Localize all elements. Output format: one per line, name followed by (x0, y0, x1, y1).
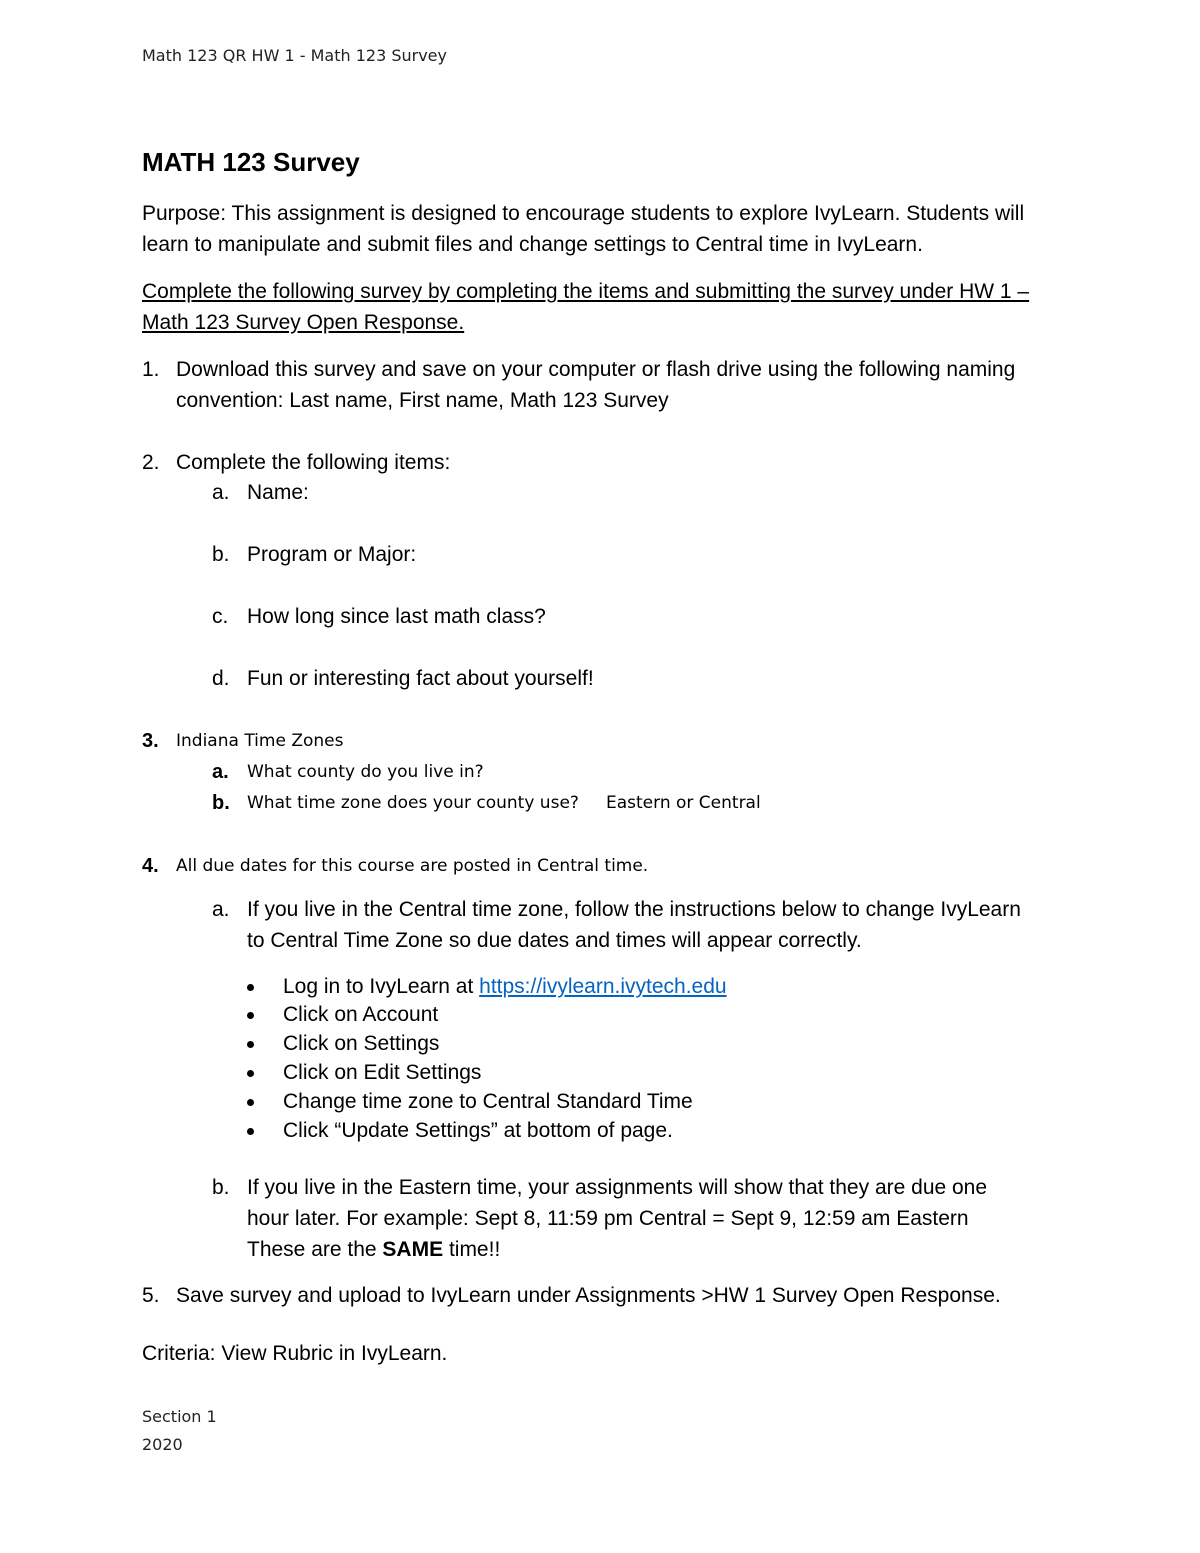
item-3b-letter: b. (212, 792, 230, 814)
step-account: Click on Account (283, 1003, 439, 1026)
instruction-line-1: Complete the following survey by completing the items and submitting the survey under HW 1 – (142, 280, 1030, 303)
item-5-number: 5. (142, 1284, 160, 1307)
item-3a-letter: a. (212, 761, 229, 783)
footer-section: Section 1 (142, 1407, 217, 1426)
bullet-icon (247, 1012, 254, 1019)
item-4-text: All due dates for this course are posted in Central time. (176, 856, 649, 876)
item-2d-text: Fun or interesting fact about yourself! (247, 667, 594, 690)
item-4b-same-emphasis: SAME (382, 1238, 444, 1261)
criteria: Criteria: View Rubric in IvyLearn. (142, 1342, 448, 1365)
step-login-text: Log in to IvyLearn at (283, 975, 480, 998)
purpose-line-1: Purpose: This assignment is designed to encourage students to explore IvyLearn. Students will (142, 202, 1025, 225)
bullet-icon (247, 1070, 254, 1077)
item-4a-line-1: If you live in the Central time zone, follow the instructions below to change IvyLearn (247, 898, 1021, 921)
step-update: Click “Update Settings” at bottom of page. (283, 1119, 673, 1142)
item-3a-text: What county do you live in? (247, 762, 484, 782)
item-1-line-2: convention: Last name, First name, Math 123 Survey (176, 389, 669, 412)
purpose-line-2: learn to manipulate and submit files and change settings to Central time in IvyLearn. (142, 233, 923, 256)
item-3-number: 3. (142, 730, 159, 752)
item-2a-letter: a. (212, 481, 230, 504)
page-header: Math 123 QR HW 1 - Math 123 Survey (142, 46, 447, 65)
item-1-number: 1. (142, 358, 160, 381)
step-settings: Click on Settings (283, 1032, 440, 1055)
item-3-text: Indiana Time Zones (176, 731, 344, 751)
document-title: MATH 123 Survey (142, 147, 360, 177)
item-4b-line-3-prefix: These are the (247, 1238, 383, 1261)
item-3b-text: What time zone does your county use? (247, 793, 579, 813)
step-edit-settings: Click on Edit Settings (283, 1061, 482, 1084)
instruction-line-2: Math 123 Survey Open Response. (142, 311, 465, 334)
ivylearn-link[interactable]: https://ivylearn.ivytech.edu (479, 975, 727, 998)
item-2b-text: Program or Major: (247, 543, 417, 566)
item-2c-letter: c. (212, 605, 229, 628)
item-5-text: Save survey and upload to IvyLearn under Assignments >HW 1 Survey Open Response. (176, 1284, 1001, 1307)
footer-year: 2020 (142, 1435, 183, 1454)
item-2a-text: Name: (247, 481, 309, 504)
bullet-icon (247, 1099, 254, 1106)
step-timezone: Change time zone to Central Standard Time (283, 1090, 693, 1113)
step-login (283, 975, 727, 999)
item-2d-letter: d. (212, 667, 230, 690)
item-4b-line-3 (247, 1238, 500, 1262)
item-2-number: 2. (142, 451, 160, 474)
item-4b-letter: b. (212, 1176, 230, 1199)
bullet-icon (247, 1041, 254, 1048)
item-1-line-1: Download this survey and save on your computer or flash drive using the following naming (176, 358, 1016, 381)
bullet-icon (247, 1128, 254, 1135)
item-2c-text: How long since last math class? (247, 605, 546, 628)
item-4a-letter: a. (212, 898, 230, 921)
item-4-number: 4. (142, 855, 159, 877)
item-4a-line-2: to Central Time Zone so due dates and times will appear correctly. (247, 929, 862, 952)
item-4b-line-2: hour later. For example: Sept 8, 11:59 pm Central = Sept 9, 12:59 am Eastern (247, 1207, 969, 1230)
item-2-text: Complete the following items: (176, 451, 451, 474)
item-2b-letter: b. (212, 543, 230, 566)
item-4b-line-3-suffix: time!! (443, 1238, 501, 1261)
item-4b-line-1: If you live in the Eastern time, your assignments will show that they are due one (247, 1176, 988, 1199)
item-3b-options: Eastern or Central (606, 793, 761, 813)
bullet-icon (247, 984, 254, 991)
